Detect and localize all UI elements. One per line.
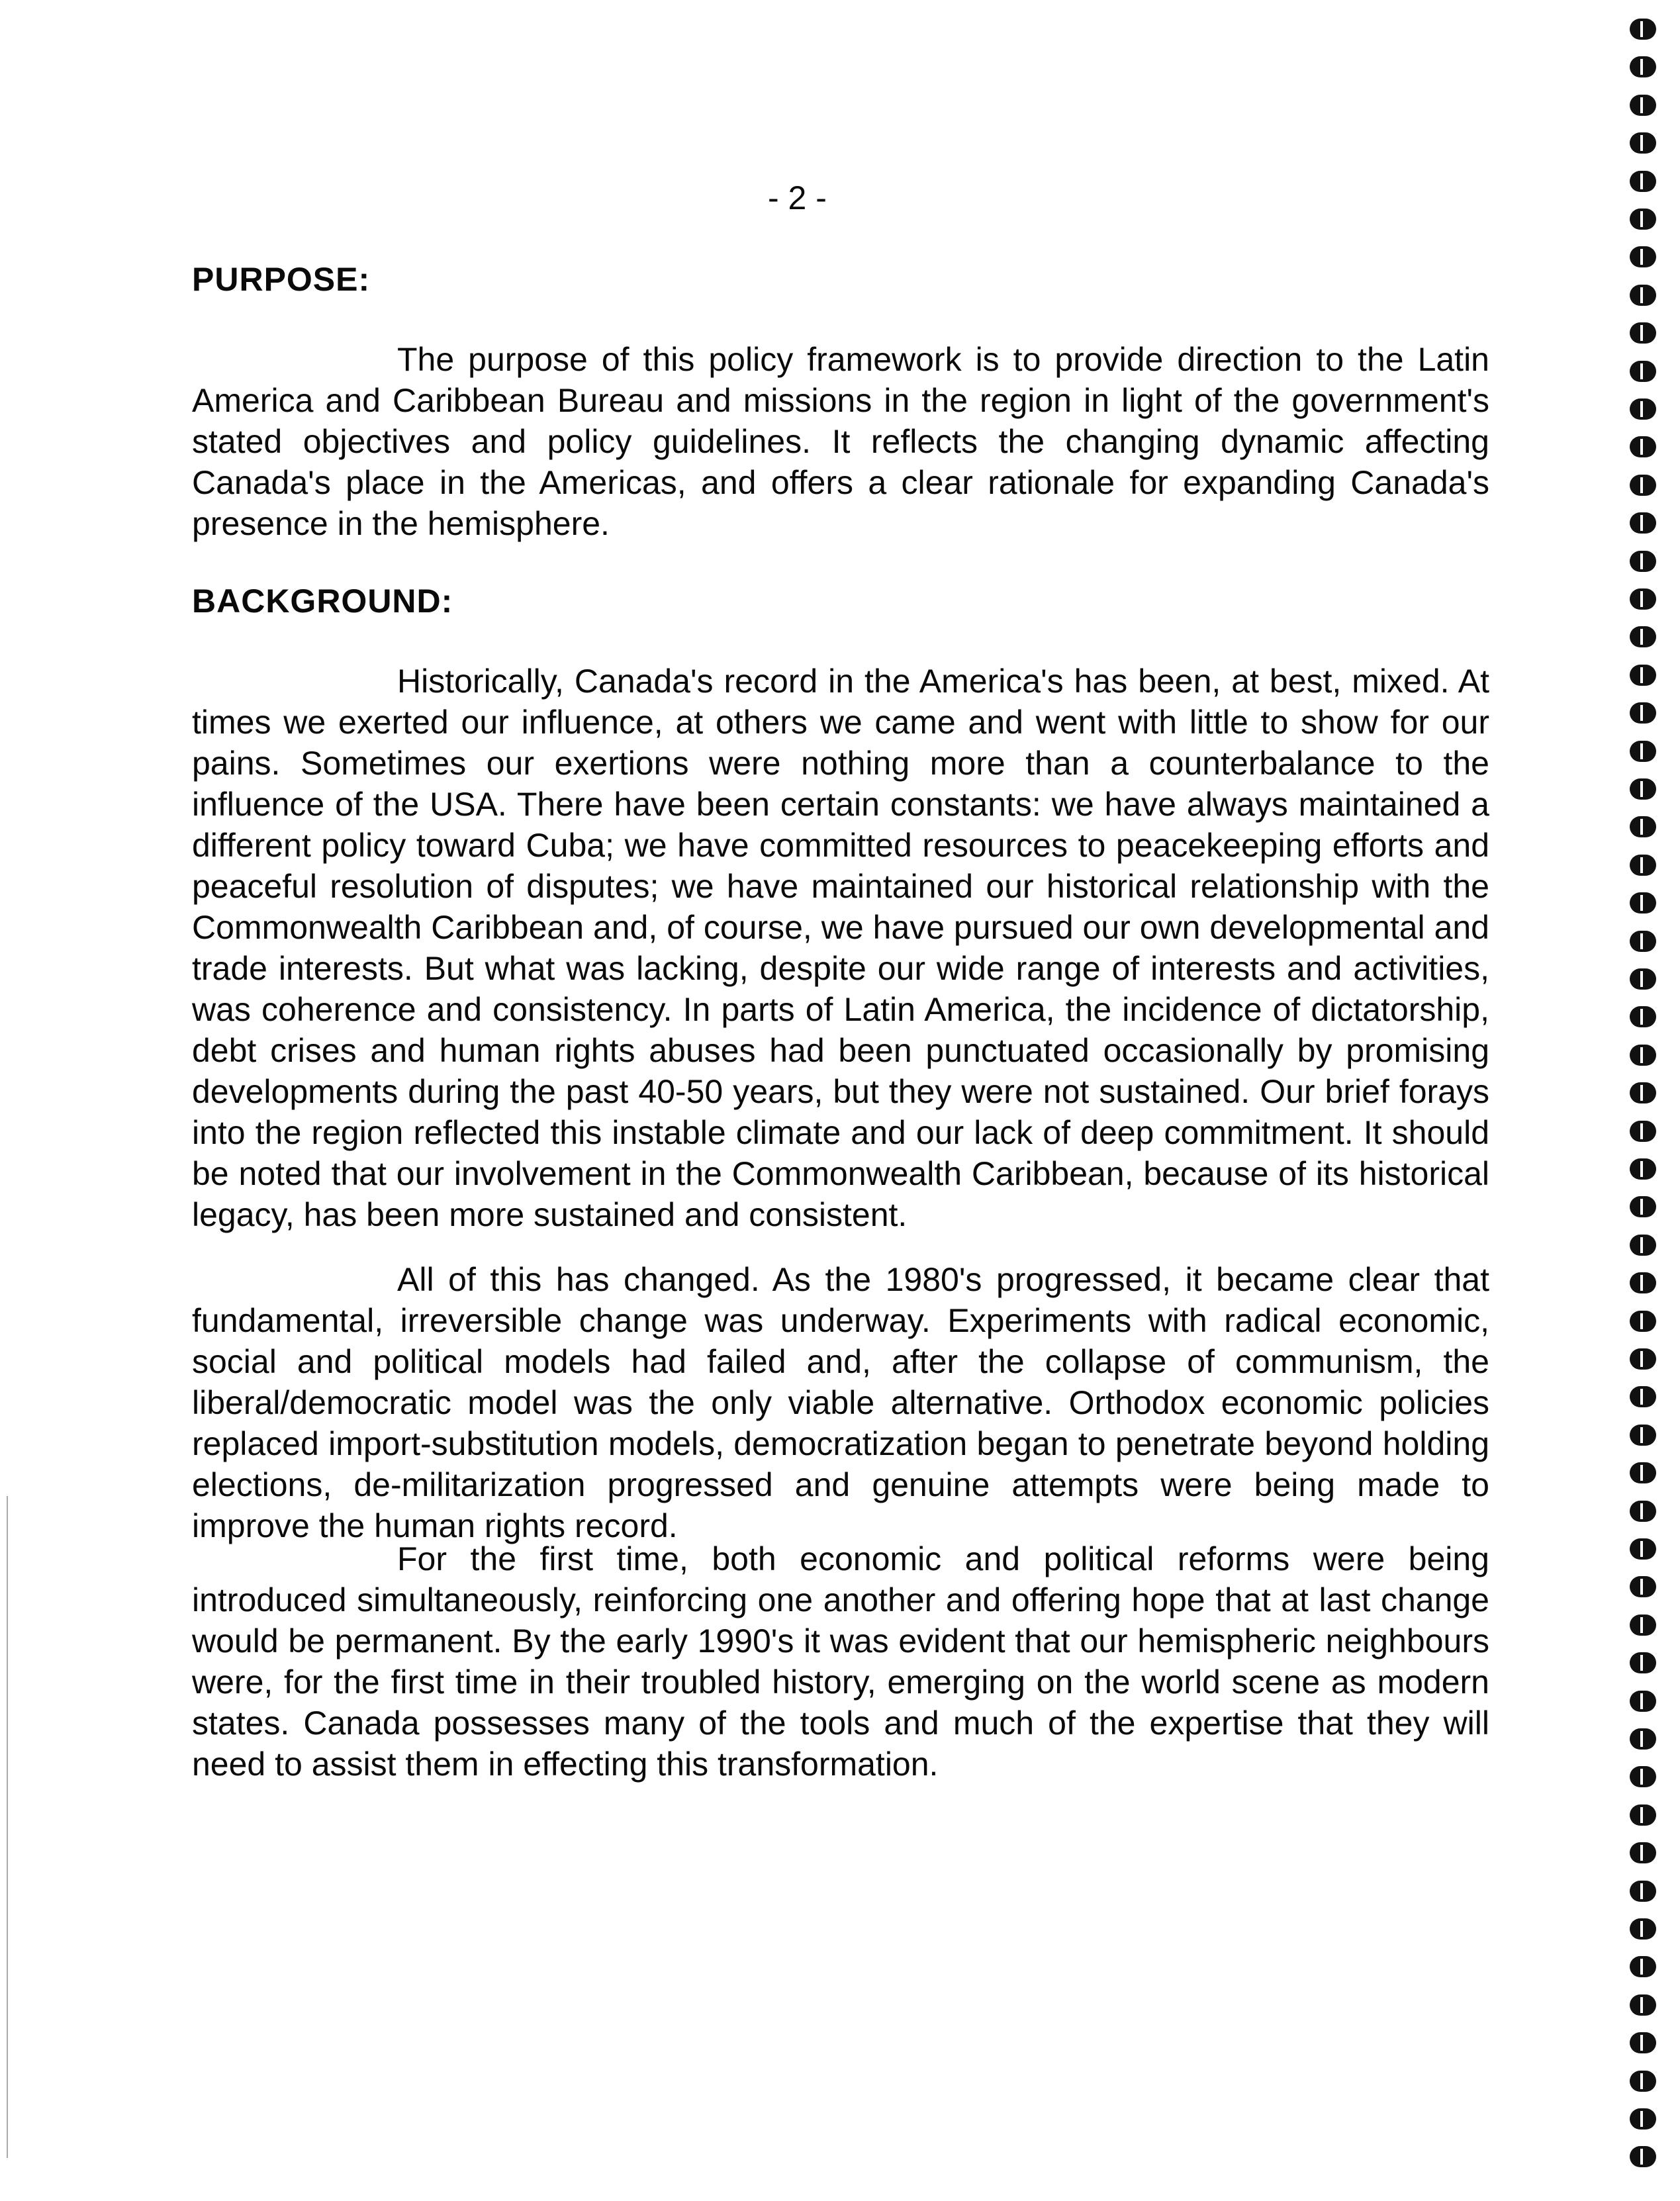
binding-hole (1630, 931, 1656, 952)
binding-hole (1630, 892, 1656, 913)
binding-hole (1630, 1501, 1656, 1522)
background-paragraph-3-text: For the first time, both economic and political reforms were being introduced simultaneously, reinforcing one another and offering hope that at last change would be permanent. By the early 1990's it was evident that our hemispheric neighbours were, for the first time in their troubled history, emerging on the world scene as modern states. Canada possesses many of the tools and much of the expertise that they will need to assist them in effecting this transformation. (192, 1540, 1489, 1783)
binding-hole (1630, 1576, 1656, 1597)
purpose-paragraph (192, 339, 1489, 544)
binding-hole (1630, 2108, 1656, 2130)
background-paragraph-2 (192, 1259, 1489, 1546)
background-paragraph-3 (192, 1538, 1489, 1785)
binding-hole (1630, 19, 1656, 40)
binding-hole (1630, 816, 1656, 837)
scan-margin-line (7, 1496, 8, 2158)
binding-hole (1630, 95, 1656, 116)
binding-hole (1630, 1994, 1656, 2016)
binding-hole (1630, 1121, 1656, 1142)
binding-hole (1630, 1386, 1656, 1407)
binding-hole (1630, 1082, 1656, 1103)
binding-hole (1630, 855, 1656, 876)
binding-hole (1630, 1842, 1656, 1863)
binding-hole (1630, 322, 1656, 344)
binding-hole (1630, 436, 1656, 457)
purpose-heading: PURPOSE: (192, 261, 371, 298)
background-paragraph-1-text: Historically, Canada's record in the America's has been, at best, mixed. At times we exerted our influence, at others we came and went with little to show for our pains. Sometimes our exertions were nothing more than a counterbalance to the influence of the USA. There have been certain constants: we have always maintained a different policy toward Cuba; we have committed resources to peacekeeping efforts and peaceful resolution of disputes; we have maintained our historical relationship with the Commonwealth Caribbean and, of course, we have pursued our own developmental and trade interests. But what was lacking, despite our wide range of interests and activities, was coherence and consistency. In parts of Latin America, the incidence of dictatorship, debt crises and human rights abuses had been punctuated occasionally by promising developments during the past 40-50 years, but they were not sustained. Our brief forays into the region reflected this instable climate and our lack of deep commitment. It should be noted that our involvement in the Commonwealth Caribbean, because of its historical legacy, has been more sustained and consistent. (192, 663, 1489, 1233)
binding-hole (1630, 2146, 1656, 2167)
binding-hole (1630, 1425, 1656, 1446)
binding-hole (1630, 1615, 1656, 1636)
binding-hole (1630, 1311, 1656, 1332)
binding-hole (1630, 171, 1656, 192)
binding-hole (1630, 1918, 1656, 1940)
binding-hole (1630, 626, 1656, 647)
binding-hole (1630, 132, 1656, 154)
binding-hole (1630, 1652, 1656, 1673)
binding-hole (1630, 1462, 1656, 1483)
binding-hole (1630, 56, 1656, 77)
binding-hole (1630, 1045, 1656, 1066)
binding-hole (1630, 1956, 1656, 1977)
binding-hole (1630, 741, 1656, 762)
binding-hole (1630, 968, 1656, 990)
background-paragraph-2-text: All of this has changed. As the 1980's progressed, it became clear that fundamental, irreversible change was underway. Experiments with radical economic, social and political models had failed and, after the collapse of communism, the liberal/democratic model was the only viable alternative. Orthodox economic policies replaced import-substitution models, democratization began to penetrate beyond holding elections, de-militarization progressed and genuine attempts were being made to improve the human rights record. (192, 1261, 1489, 1544)
binding-hole (1630, 588, 1656, 610)
binding-hole (1630, 512, 1656, 534)
binding-hole (1630, 778, 1656, 800)
binding-hole (1630, 1006, 1656, 1027)
binding-hole (1630, 2032, 1656, 2053)
purpose-paragraph-text: The purpose of this policy framework is to provide direction to the Latin America and Caribbean Bureau and missions in the region in light of the government's stated objectives and policy guidelines. It reflects the changing dynamic affecting Canada's place in the Americas, and offers a clear rationale for expanding Canada's presence in the hemisphere. (192, 341, 1489, 542)
binding-hole (1630, 398, 1656, 420)
binding-hole (1630, 1196, 1656, 1217)
binding-hole (1630, 1235, 1656, 1256)
binding-hole (1630, 1766, 1656, 1787)
binding-hole (1630, 1804, 1656, 1826)
binding-hole (1630, 1538, 1656, 1560)
binding-hole (1630, 1728, 1656, 1750)
binding-hole (1630, 1691, 1656, 1712)
binding-hole (1630, 246, 1656, 267)
background-heading: BACKGROUND: (192, 583, 453, 620)
binding-hole (1630, 551, 1656, 572)
binding-hole (1630, 1348, 1656, 1370)
page-number: - 2 - (768, 179, 827, 216)
binding-hole (1630, 1272, 1656, 1293)
binding-hole (1630, 475, 1656, 496)
spiral-binding (1630, 0, 1663, 2201)
binding-hole (1630, 2071, 1656, 2092)
binding-hole (1630, 665, 1656, 686)
binding-hole (1630, 209, 1656, 230)
background-paragraph-1 (192, 661, 1489, 1235)
binding-hole (1630, 702, 1656, 724)
binding-hole (1630, 285, 1656, 306)
binding-hole (1630, 1881, 1656, 1902)
binding-hole (1630, 361, 1656, 382)
binding-hole (1630, 1158, 1656, 1180)
